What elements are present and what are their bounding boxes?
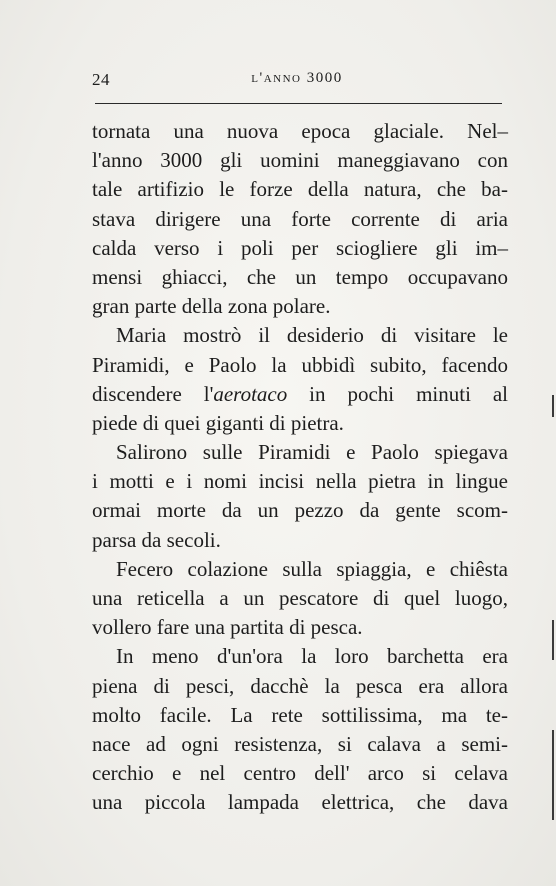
text-line: i motti e i nomi incisi nella pietra in lingue: [92, 469, 508, 494]
text-line: stava dirigere una forte corrente di aria: [92, 206, 508, 231]
text-line: cerchio e nel centro dell' arco si celava: [92, 761, 508, 786]
text-line: una piccola lampada elettrica, che dava: [92, 790, 508, 815]
text-line: Maria mostrò il desiderio di visitare le: [116, 323, 508, 348]
page-edge-mark: [552, 730, 554, 820]
running-title: l'anno 3000: [251, 70, 343, 86]
text-line: ormai morte da un pezzo da gente scom-: [92, 498, 508, 523]
page-edge-mark: [552, 620, 554, 660]
text-line: tale artifizio le forze della natura, che ba-: [92, 177, 508, 202]
text-line: piede di quei giganti di pietra.: [92, 410, 344, 435]
text-segment: discendere l': [92, 381, 214, 406]
text-line: calda verso i poli per sciogliere gli im–: [92, 235, 508, 260]
page-number: 24: [92, 70, 110, 89]
text-line: mensi ghiacci, che un tempo occupavano: [92, 264, 508, 289]
text-line: Piramidi, e Paolo la ubbidì subito, facendo: [92, 352, 508, 377]
page-edge-mark: [552, 395, 554, 417]
italic-term: aerotaco: [213, 381, 288, 406]
text-line: una reticella a un pescatore di quel luogo,: [92, 586, 508, 610]
body-text: [92, 117, 508, 818]
text-line: Salirono sulle Piramidi e Paolo spiegava: [116, 440, 508, 465]
text-line: l'anno 3000 gli uomini maneggiavano con: [92, 148, 508, 173]
page-header: [92, 70, 502, 94]
text-line: In meno d'un'ora la loro barchetta era: [116, 644, 508, 669]
text-line: gran parte della zona polare.: [92, 294, 331, 319]
text-segment: in pochi minuti al: [287, 381, 509, 406]
text-line: nace ad ogni resistenza, si calava a semi-: [92, 731, 508, 756]
text-line: parsa da secoli.: [92, 527, 221, 552]
header-rule: [95, 103, 502, 104]
text-line: tornata una nuova epoca glaciale. Nel–: [92, 119, 508, 143]
text-line: molto facile. La rete sottilissima, ma te-: [92, 702, 508, 727]
text-line: Fecero colazione sulla spiaggia, e chiêsta: [116, 556, 508, 581]
text-line: piena di pesci, dacchè la pesca era allora: [92, 673, 508, 698]
text-line: [92, 380, 508, 409]
text-line: vollero fare una partita di pesca.: [92, 615, 363, 640]
